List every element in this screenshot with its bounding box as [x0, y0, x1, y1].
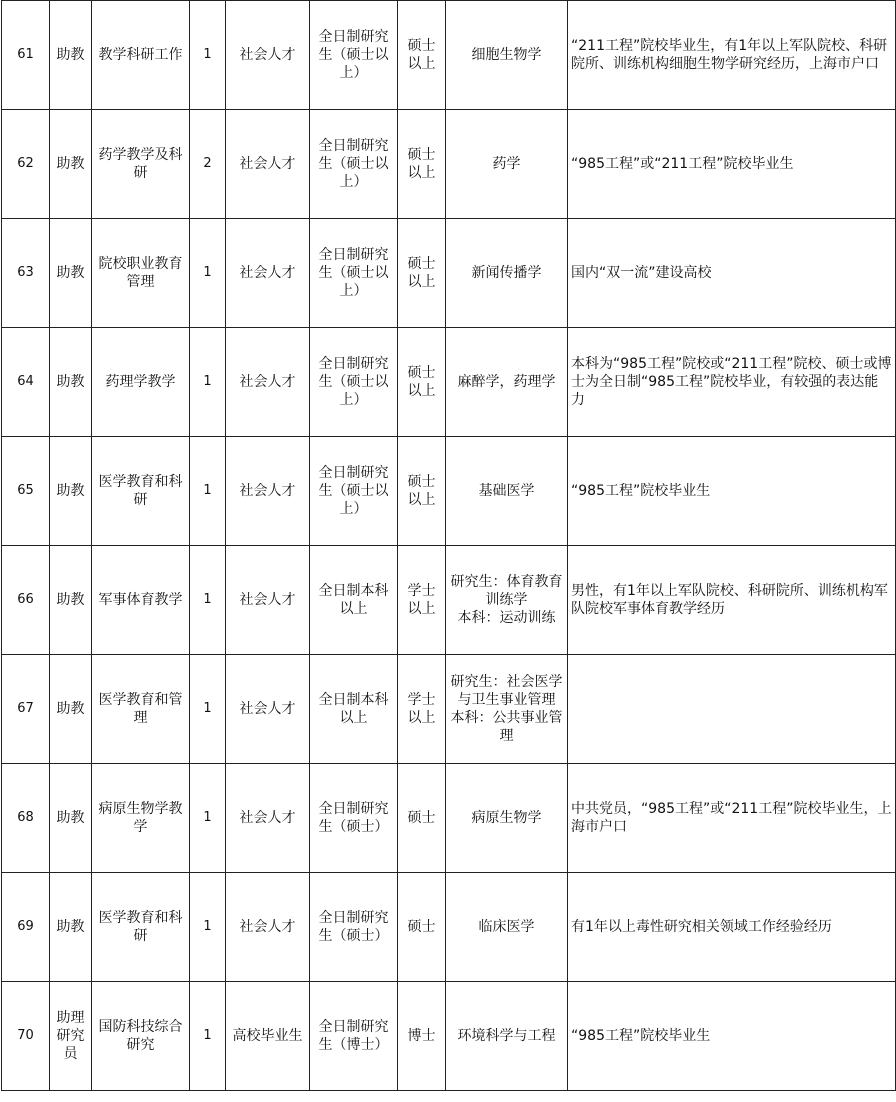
row-number-cell	[2, 437, 50, 546]
table-row	[2, 546, 896, 655]
candidate-source: 社会人才	[239, 265, 296, 281]
table-row	[2, 982, 896, 1091]
job-duty: 军事体育教学	[98, 592, 183, 608]
hiring-count-cell	[190, 764, 226, 873]
education-requirement-cell	[310, 1, 398, 110]
candidate-source: 社会人才	[239, 483, 296, 499]
degree-requirement: 硕士以上	[407, 256, 436, 290]
table-row	[2, 1, 896, 110]
degree-requirement-cell	[398, 982, 446, 1091]
education-requirement-cell	[310, 764, 398, 873]
education-requirement: 全日制研究生（硕士）	[318, 910, 389, 944]
degree-requirement: 硕士以上	[407, 147, 436, 181]
hiring-count-cell	[190, 1, 226, 110]
table-row	[2, 328, 896, 437]
major-requirement: 细胞生物学	[471, 47, 542, 63]
major-requirement: 新闻传播学	[471, 265, 542, 281]
education-requirement: 全日制研究生（硕士以上）	[318, 29, 389, 81]
table-row	[2, 655, 896, 764]
hiring-count: 1	[203, 265, 212, 280]
job-duty: 教学科研工作	[98, 47, 183, 63]
row-number: 62	[17, 156, 34, 171]
job-duty: 药学教学及科研	[98, 147, 183, 181]
job-duty-cell	[92, 1, 190, 110]
other-requirements: 本科为“985工程”院校或“211工程”院校、硕士或博士为全日制“985工程”院校毕业，有较强的表达能力	[571, 356, 892, 408]
education-requirement: 全日制研究生（硕士以上）	[318, 356, 389, 408]
candidate-source: 社会人才	[239, 592, 296, 608]
job-duty-cell	[92, 219, 190, 328]
position-title-cell	[50, 437, 92, 546]
job-duty: 医学教育和科研	[98, 474, 183, 508]
education-requirement-cell	[310, 437, 398, 546]
candidate-source: 社会人才	[239, 810, 296, 826]
major-requirement: 研究生：体育教育训练学 本科：运动训练	[450, 574, 563, 626]
hiring-count: 1	[203, 592, 212, 607]
hiring-count-cell	[190, 546, 226, 655]
position-title-cell	[50, 110, 92, 219]
candidate-source-cell	[226, 1, 310, 110]
candidate-source: 社会人才	[239, 374, 296, 390]
other-requirements: “211工程”院校毕业生，有1年以上军队院校、科研院所、训练机构细胞生物学研究经历，上海市户口	[571, 38, 888, 72]
major-requirement-cell	[446, 655, 568, 764]
recruitment-table	[1, 0, 896, 1091]
education-requirement-cell	[310, 873, 398, 982]
hiring-count: 1	[203, 919, 212, 934]
row-number: 64	[17, 374, 34, 389]
row-number-cell	[2, 219, 50, 328]
hiring-count: 1	[203, 1028, 212, 1043]
degree-requirement-cell	[398, 873, 446, 982]
row-number: 69	[17, 919, 34, 934]
job-duty-cell	[92, 328, 190, 437]
table-row	[2, 437, 896, 546]
other-requirements-cell	[568, 110, 896, 219]
major-requirement-cell	[446, 982, 568, 1091]
hiring-count: 1	[203, 810, 212, 825]
candidate-source-cell	[226, 437, 310, 546]
candidate-source: 社会人才	[239, 156, 296, 172]
job-duty-cell	[92, 546, 190, 655]
candidate-source-cell	[226, 219, 310, 328]
other-requirements-cell	[568, 655, 896, 764]
job-duty: 医学教育和科研	[98, 910, 183, 944]
row-number: 65	[17, 483, 34, 498]
position-title: 助教	[56, 265, 85, 281]
position-title: 助教	[56, 701, 85, 717]
hiring-count-cell	[190, 437, 226, 546]
major-requirement-cell	[446, 110, 568, 219]
major-requirement-cell	[446, 219, 568, 328]
other-requirements-cell	[568, 328, 896, 437]
degree-requirement-cell	[398, 110, 446, 219]
row-number-cell	[2, 1, 50, 110]
degree-requirement: 硕士	[407, 810, 436, 826]
row-number: 63	[17, 265, 34, 280]
row-number-cell	[2, 328, 50, 437]
major-requirement-cell	[446, 873, 568, 982]
other-requirements-cell	[568, 546, 896, 655]
candidate-source-cell	[226, 764, 310, 873]
degree-requirement: 博士	[407, 1028, 436, 1044]
hiring-count-cell	[190, 110, 226, 219]
candidate-source: 社会人才	[239, 919, 296, 935]
position-title: 助教	[56, 592, 85, 608]
other-requirements: 男性，有1年以上军队院校、科研院所、训练机构军队院校军事体育教学经历	[571, 583, 888, 617]
other-requirements-cell	[568, 873, 896, 982]
position-title: 助教	[56, 810, 85, 826]
candidate-source: 社会人才	[239, 47, 296, 63]
row-number: 70	[17, 1028, 34, 1043]
position-title: 助教	[56, 156, 85, 172]
major-requirement: 病原生物学	[471, 810, 542, 826]
table-body	[2, 1, 896, 1091]
other-requirements-cell	[568, 764, 896, 873]
table-row	[2, 764, 896, 873]
job-duty-cell	[92, 437, 190, 546]
row-number-cell	[2, 655, 50, 764]
candidate-source: 高校毕业生	[232, 1028, 303, 1044]
candidate-source-cell	[226, 546, 310, 655]
job-duty: 院校职业教育管理	[98, 256, 183, 290]
row-number-cell	[2, 546, 50, 655]
education-requirement: 全日制研究生（硕士以上）	[318, 138, 389, 190]
education-requirement-cell	[310, 219, 398, 328]
row-number: 68	[17, 810, 34, 825]
other-requirements: 有1年以上毒性研究相关领域工作经验经历	[571, 919, 832, 935]
degree-requirement-cell	[398, 219, 446, 328]
other-requirements: 中共党员，“985工程”或“211工程”院校毕业生，上海市户口	[571, 801, 892, 835]
degree-requirement-cell	[398, 546, 446, 655]
position-title-cell	[50, 655, 92, 764]
hiring-count: 1	[203, 701, 212, 716]
position-title: 助教	[56, 919, 85, 935]
row-number-cell	[2, 764, 50, 873]
education-requirement-cell	[310, 328, 398, 437]
education-requirement-cell	[310, 546, 398, 655]
position-title-cell	[50, 328, 92, 437]
major-requirement: 研究生：社会医学与卫生事业管理 本科：公共事业管理	[450, 674, 563, 744]
degree-requirement-cell	[398, 655, 446, 764]
education-requirement: 全日制研究生（硕士以上）	[318, 465, 389, 517]
candidate-source-cell	[226, 328, 310, 437]
other-requirements-cell	[568, 982, 896, 1091]
major-requirement-cell	[446, 437, 568, 546]
other-requirements-cell	[568, 1, 896, 110]
job-duty-cell	[92, 873, 190, 982]
row-number-cell	[2, 873, 50, 982]
major-requirement: 基础医学	[478, 483, 535, 499]
job-duty: 国防科技综合研究	[98, 1019, 183, 1053]
other-requirements: “985工程”院校毕业生	[571, 1028, 711, 1044]
major-requirement-cell	[446, 328, 568, 437]
candidate-source-cell	[226, 873, 310, 982]
degree-requirement: 硕士	[407, 919, 436, 935]
degree-requirement: 硕士以上	[407, 38, 436, 72]
position-title-cell	[50, 764, 92, 873]
table-row	[2, 219, 896, 328]
hiring-count-cell	[190, 982, 226, 1091]
job-duty-cell	[92, 110, 190, 219]
education-requirement: 全日制本科以上	[318, 692, 389, 726]
job-duty: 药理学教学	[105, 374, 176, 390]
degree-requirement-cell	[398, 437, 446, 546]
hiring-count-cell	[190, 219, 226, 328]
education-requirement-cell	[310, 982, 398, 1091]
major-requirement-cell	[446, 764, 568, 873]
education-requirement: 全日制本科以上	[318, 583, 389, 617]
major-requirement-cell	[446, 1, 568, 110]
position-title-cell	[50, 219, 92, 328]
row-number: 61	[17, 47, 34, 62]
education-requirement-cell	[310, 110, 398, 219]
table-row	[2, 110, 896, 219]
row-number: 67	[17, 701, 34, 716]
hiring-count: 1	[203, 374, 212, 389]
degree-requirement-cell	[398, 764, 446, 873]
position-title: 助教	[56, 47, 85, 63]
major-requirement-cell	[446, 546, 568, 655]
degree-requirement: 硕士以上	[407, 365, 436, 399]
major-requirement: 麻醉学，药理学	[457, 374, 556, 390]
position-title: 助教	[56, 374, 85, 390]
position-title: 助理研究员	[56, 1010, 85, 1062]
education-requirement: 全日制研究生（博士）	[318, 1019, 389, 1053]
degree-requirement-cell	[398, 1, 446, 110]
row-number: 66	[17, 592, 34, 607]
other-requirements: “985工程”院校毕业生	[571, 483, 711, 499]
table-row	[2, 873, 896, 982]
position-title-cell	[50, 873, 92, 982]
hiring-count-cell	[190, 655, 226, 764]
hiring-count-cell	[190, 328, 226, 437]
other-requirements-cell	[568, 437, 896, 546]
education-requirement: 全日制研究生（硕士）	[318, 801, 389, 835]
position-title-cell	[50, 982, 92, 1091]
hiring-count: 1	[203, 483, 212, 498]
other-requirements-cell	[568, 219, 896, 328]
position-title: 助教	[56, 483, 85, 499]
major-requirement: 临床医学	[478, 919, 535, 935]
other-requirements: 国内“双一流”建设高校	[571, 265, 712, 281]
education-requirement-cell	[310, 655, 398, 764]
job-duty-cell	[92, 764, 190, 873]
degree-requirement: 学士以上	[407, 692, 436, 726]
degree-requirement: 学士以上	[407, 583, 436, 617]
row-number-cell	[2, 982, 50, 1091]
job-duty-cell	[92, 655, 190, 764]
candidate-source-cell	[226, 110, 310, 219]
hiring-count: 1	[203, 47, 212, 62]
hiring-count: 2	[203, 156, 212, 171]
job-duty: 医学教育和管理	[98, 692, 183, 726]
major-requirement: 环境科学与工程	[457, 1028, 556, 1044]
job-duty: 病原生物学教学	[98, 801, 183, 835]
candidate-source: 社会人才	[239, 701, 296, 717]
other-requirements: “985工程”或“211工程”院校毕业生	[571, 156, 794, 172]
position-title-cell	[50, 546, 92, 655]
degree-requirement-cell	[398, 328, 446, 437]
candidate-source-cell	[226, 655, 310, 764]
hiring-count-cell	[190, 873, 226, 982]
major-requirement: 药学	[492, 156, 521, 172]
education-requirement: 全日制研究生（硕士以上）	[318, 247, 389, 299]
row-number-cell	[2, 110, 50, 219]
job-duty-cell	[92, 982, 190, 1091]
candidate-source-cell	[226, 982, 310, 1091]
degree-requirement: 硕士以上	[407, 474, 436, 508]
position-title-cell	[50, 1, 92, 110]
